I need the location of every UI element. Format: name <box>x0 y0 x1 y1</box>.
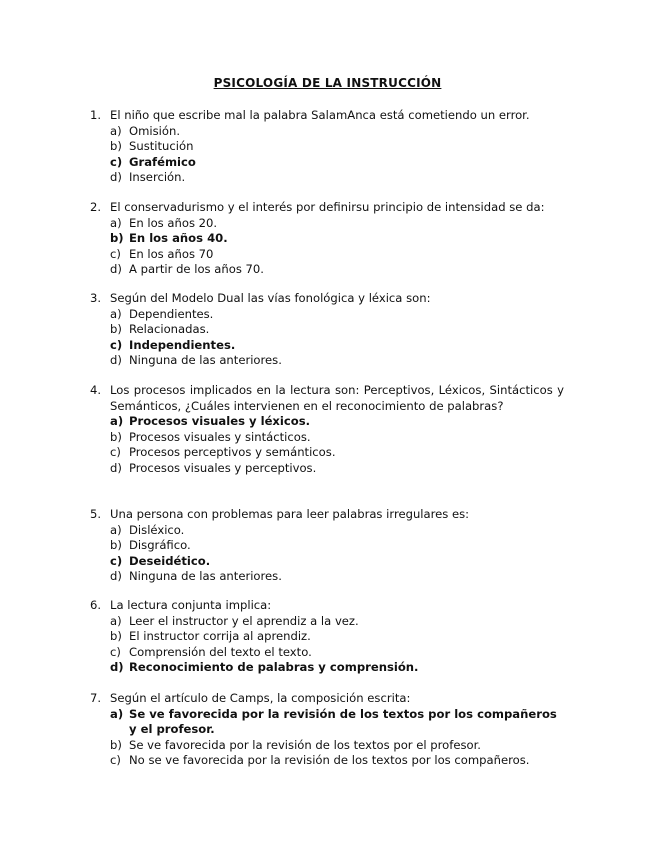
question-1 <box>90 108 564 186</box>
question-number: 2. <box>90 200 102 214</box>
option-a-correct: a) Procesos visuales y léxicos. <box>110 414 311 429</box>
option-d: d) Ninguna de las anteriores. <box>110 569 282 584</box>
option-b: b) Se ve favorecida por la revisión de los textos por el profesor. <box>110 737 481 752</box>
option-c: c) Comprensión del texto el texto. <box>110 644 312 659</box>
option-c: c) Procesos perceptivos y semánticos. <box>110 445 336 460</box>
option-b: b) Procesos visuales y sintácticos. <box>110 429 311 444</box>
question-number: 7. <box>90 691 102 705</box>
question-text: Según del Modelo Dual las vías fonológica y léxica son: <box>110 291 431 305</box>
question-5 <box>90 507 564 585</box>
option-a: a) Omisión. <box>110 123 181 138</box>
question-7 <box>90 691 564 769</box>
question-text: Los procesos implicados en la lectura son: Perceptivos, Léxicos, Sintácticos y Semánticos, ¿Cuáles intervienen en el reconocimiento de palabras? <box>110 383 564 413</box>
question-number: 3. <box>90 291 102 305</box>
option-d: d) Ninguna de las anteriores. <box>110 353 282 368</box>
option-d: d) A partir de los años 70. <box>110 262 264 277</box>
option-d: d) Procesos visuales y perceptivos. <box>110 460 317 475</box>
option-b: b) Relacionadas. <box>110 322 210 337</box>
option-b-correct: b) En los años 40. <box>110 231 228 246</box>
page-title: PSICOLOGÍA DE LA INSTRUCCIÓN <box>213 76 442 90</box>
question-text: El niño que escribe mal la palabra SalamAnca está cometiendo un error. <box>110 108 530 122</box>
question-number: 4. <box>90 383 102 397</box>
question-number: 1. <box>90 108 102 122</box>
question-4 <box>90 383 564 477</box>
option-a: a) Dependientes. <box>110 306 214 321</box>
option-d-correct: d) Reconocimiento de palabras y comprensión. <box>110 660 419 675</box>
option-d: d) Inserción. <box>110 170 186 185</box>
option-a-correct: a) Se ve favorecida por la revisión de los textos por los compañeros y el profesor. <box>110 706 557 737</box>
question-text: Según el artículo de Camps, la composición escrita: <box>110 691 411 705</box>
option-a: a) En los años 20. <box>110 215 218 230</box>
option-c: c) En los años 70 <box>110 246 214 261</box>
question-6 <box>90 598 564 676</box>
question-text: La lectura conjunta implica: <box>110 598 272 612</box>
question-text: Una persona con problemas para leer palabras irregulares es: <box>110 507 470 521</box>
option-c-correct: c) Deseidético. <box>110 553 211 568</box>
option-b: b) Sustitución <box>110 139 194 154</box>
option-b: b) El instructor corrija al aprendiz. <box>110 629 311 644</box>
option-c-correct: c) Grafémico <box>110 154 196 169</box>
option-a: a) Disléxico. <box>110 522 185 537</box>
option-c: c) No se ve favorecida por la revisión de los textos por los compañeros. <box>110 753 530 768</box>
question-2 <box>90 200 564 278</box>
question-number: 5. <box>90 507 102 521</box>
option-a: a) Leer el instructor y el aprendiz a la vez. <box>110 613 359 628</box>
question-3 <box>90 291 564 369</box>
question-number: 6. <box>90 598 102 612</box>
question-text: El conservadurismo y el interés por definirsu principio de intensidad se da: <box>110 200 545 214</box>
option-c-correct: c) Independientes. <box>110 337 236 352</box>
option-b: b) Disgráfico. <box>110 538 191 553</box>
